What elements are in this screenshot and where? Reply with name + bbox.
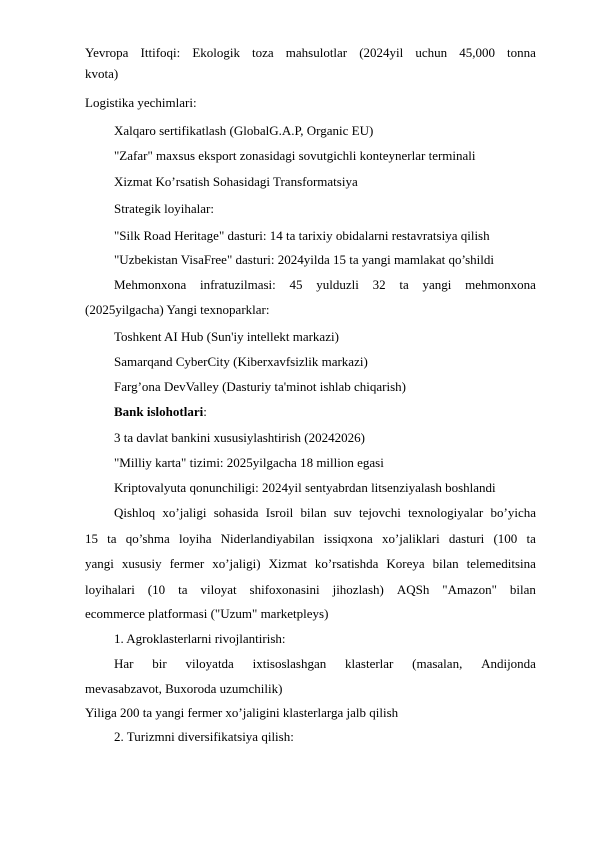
clusters-line-1 bbox=[114, 656, 536, 672]
farms-item: Yiliga 200 ta yangi fermer xo’jaligini klasterlarga jalb qilish bbox=[85, 705, 399, 720]
cooperation-text-3-word: ko’rsatishda bbox=[314, 556, 379, 571]
cooperation-text-1-word: tejovchi bbox=[359, 505, 401, 520]
bank-reforms-bold: Bank islohotlari bbox=[114, 404, 204, 419]
hotel-infrastructure-text-word: 32 bbox=[372, 277, 386, 292]
cooperation-text-1-word: xo’jaligi bbox=[162, 505, 207, 520]
cooperation-line-2 bbox=[85, 531, 536, 547]
eu-quota-text-word: mahsulotlar bbox=[285, 45, 348, 60]
bank-reforms-heading bbox=[114, 404, 536, 420]
bank-reforms-colon: : bbox=[203, 404, 207, 419]
certification-item: Xalqaro sertifikatlash (GlobalG.A.P, Organic EU) bbox=[114, 123, 374, 138]
clusters-text-word: ixtisoslashgan bbox=[252, 656, 327, 671]
cooperation-text-4-word: bilan bbox=[509, 582, 536, 597]
visa-free-item: "Uzbekistan VisaFree" dasturi: 2024yilda 15 ta yangi mamlakat qo’shildi bbox=[114, 252, 495, 267]
cooperation-text-3-word: yangi bbox=[85, 556, 114, 571]
cooperation-text-4-word: shifoxonasini bbox=[249, 582, 320, 597]
cooperation-text-1-word: Qishloq bbox=[114, 505, 156, 520]
cooperation-text-4-word: ta bbox=[178, 582, 188, 597]
eu-quota-text-word: uchun bbox=[415, 45, 448, 60]
clusters-text-word: viloyatda bbox=[185, 656, 234, 671]
cooperation-text-4-word: loyihalari bbox=[85, 582, 135, 597]
cybercity-item: Samarqand CyberCity (Kiberxavfsizlik markazi) bbox=[114, 354, 368, 369]
eu-quota-line-1 bbox=[85, 45, 536, 61]
hotel-infrastructure-text-word: mehmonxona bbox=[465, 277, 536, 292]
hotel-infrastructure-line-2: (2025yilgacha) Yangi texnoparklar: bbox=[85, 302, 270, 317]
cooperation-text-3-word: xo’jaligi) bbox=[212, 556, 261, 571]
ai-hub-item: Toshkent AI Hub (Sun'iy intellekt markazi) bbox=[114, 329, 339, 344]
eu-quota-line-2: kvota) bbox=[85, 66, 119, 81]
cooperation-text-4-word: viloyat bbox=[200, 582, 237, 597]
cooperation-text-2-word: Niderlandiyabilan bbox=[220, 531, 315, 546]
cooperation-text-2-word: dasturi bbox=[448, 531, 485, 546]
clusters-text-word: Har bbox=[114, 656, 134, 671]
eu-quota-text-word: 45,000 bbox=[459, 45, 495, 60]
hotel-infrastructure-text-word: yangi bbox=[422, 277, 452, 292]
cooperation-line-5: ecommerce platformasi ("Uzum" marketpleys) bbox=[85, 606, 329, 621]
tourism-heading: 2. Turizmni diversifikatsiya qilish: bbox=[114, 729, 294, 744]
cooperation-text-1-word: bilan bbox=[300, 505, 327, 520]
cooperation-text-4-word: (10 bbox=[147, 582, 166, 597]
cooperation-text-3-word: bilan bbox=[432, 556, 459, 571]
eu-quota-text-word: Yevropa bbox=[85, 45, 129, 60]
cooperation-text-1-word: suv bbox=[333, 505, 352, 520]
clusters-text-word: Andijonda bbox=[481, 656, 536, 671]
cooperation-text-2-word: ta bbox=[526, 531, 536, 546]
cooperation-text-4-word: AQSh bbox=[396, 582, 430, 597]
cooperation-text-2-word: ta bbox=[107, 531, 117, 546]
devvalley-item: Farg’ona DevValley (Dasturiy ta'minot ishlab chiqarish) bbox=[114, 379, 407, 394]
zafar-terminal-item: "Zafar" maxsus eksport zonasidagi sovutgichli konteynerlar terminali bbox=[114, 148, 476, 163]
eu-quota-text-word: Ittifoqi: bbox=[140, 45, 181, 60]
hotel-infrastructure-text-word: Mehmonxona bbox=[114, 277, 187, 292]
hotel-infrastructure-text-word: 45 bbox=[289, 277, 303, 292]
milliy-karta-item: "Milliy karta" tizimi: 2025yilgacha 18 million egasi bbox=[114, 455, 384, 470]
hotel-infrastructure-text-word: yulduzli bbox=[316, 277, 359, 292]
cooperation-text-2-word: qo’shma bbox=[125, 531, 170, 546]
eu-quota-text-word: toza bbox=[252, 45, 274, 60]
cooperation-text-2-word: xo’jaliklari bbox=[381, 531, 440, 546]
cooperation-text-3-word: Xizmat bbox=[268, 556, 307, 571]
cooperation-text-1-word: Isroil bbox=[265, 505, 294, 520]
cooperation-text-3-word: xususiy bbox=[121, 556, 162, 571]
clusters-text-word: klasterlar bbox=[345, 656, 394, 671]
clusters-text-word: bir bbox=[152, 656, 167, 671]
bank-privatization-item: 3 ta davlat bankini xususiylashtirish (20242026) bbox=[114, 430, 365, 445]
cooperation-line-1 bbox=[114, 505, 536, 521]
hotel-infrastructure-line-1 bbox=[114, 277, 536, 293]
eu-quota-text-word: tonna bbox=[507, 45, 536, 60]
crypto-law-item: Kriptovalyuta qonunchiligi: 2024yil sentyabrdan litsenziyalash boshlandi bbox=[114, 480, 496, 495]
cooperation-text-1-word: bo’yicha bbox=[490, 505, 536, 520]
cooperation-text-3-word: fermer bbox=[169, 556, 205, 571]
cooperation-text-2-word: loyiha bbox=[178, 531, 212, 546]
clusters-text-word: (masalan, bbox=[412, 656, 463, 671]
strategic-projects-heading: Strategik loyihalar: bbox=[114, 201, 215, 216]
cooperation-text-4-word: jihozlash) bbox=[332, 582, 384, 597]
agroclusters-heading: 1. Agroklasterlarni rivojlantirish: bbox=[114, 631, 286, 646]
eu-quota-text-word: Ekologik bbox=[192, 45, 240, 60]
cooperation-text-2-word: 15 bbox=[85, 531, 98, 546]
silk-road-item: "Silk Road Heritage" dasturi: 14 ta tarixiy obidalarni restavratsiya qilish bbox=[114, 228, 490, 243]
eu-quota-text-word: (2024yil bbox=[359, 45, 404, 60]
hotel-infrastructure-text-word: ta bbox=[399, 277, 409, 292]
cooperation-text-4-word: "Amazon" bbox=[442, 582, 497, 597]
cooperation-text-1-word: sohasida bbox=[213, 505, 259, 520]
logistics-heading: Logistika yechimlari: bbox=[85, 95, 197, 110]
cooperation-text-2-word: (100 bbox=[493, 531, 518, 546]
services-transformation-heading: Xizmat Ko’rsatish Sohasidagi Transformatsiya bbox=[114, 174, 358, 189]
hotel-infrastructure-text-word: infratuzilmasi: bbox=[199, 277, 276, 292]
cooperation-text-2-word: issiqxona bbox=[323, 531, 373, 546]
clusters-line-2: mevasabzavot, Buxoroda uzumchilik) bbox=[85, 681, 283, 696]
cooperation-text-3-word: telemeditsina bbox=[466, 556, 536, 571]
cooperation-line-3 bbox=[85, 556, 536, 572]
cooperation-text-3-word: Koreya bbox=[386, 556, 425, 571]
cooperation-line-4 bbox=[85, 582, 536, 598]
cooperation-text-1-word: texnologiyalar bbox=[408, 505, 484, 520]
